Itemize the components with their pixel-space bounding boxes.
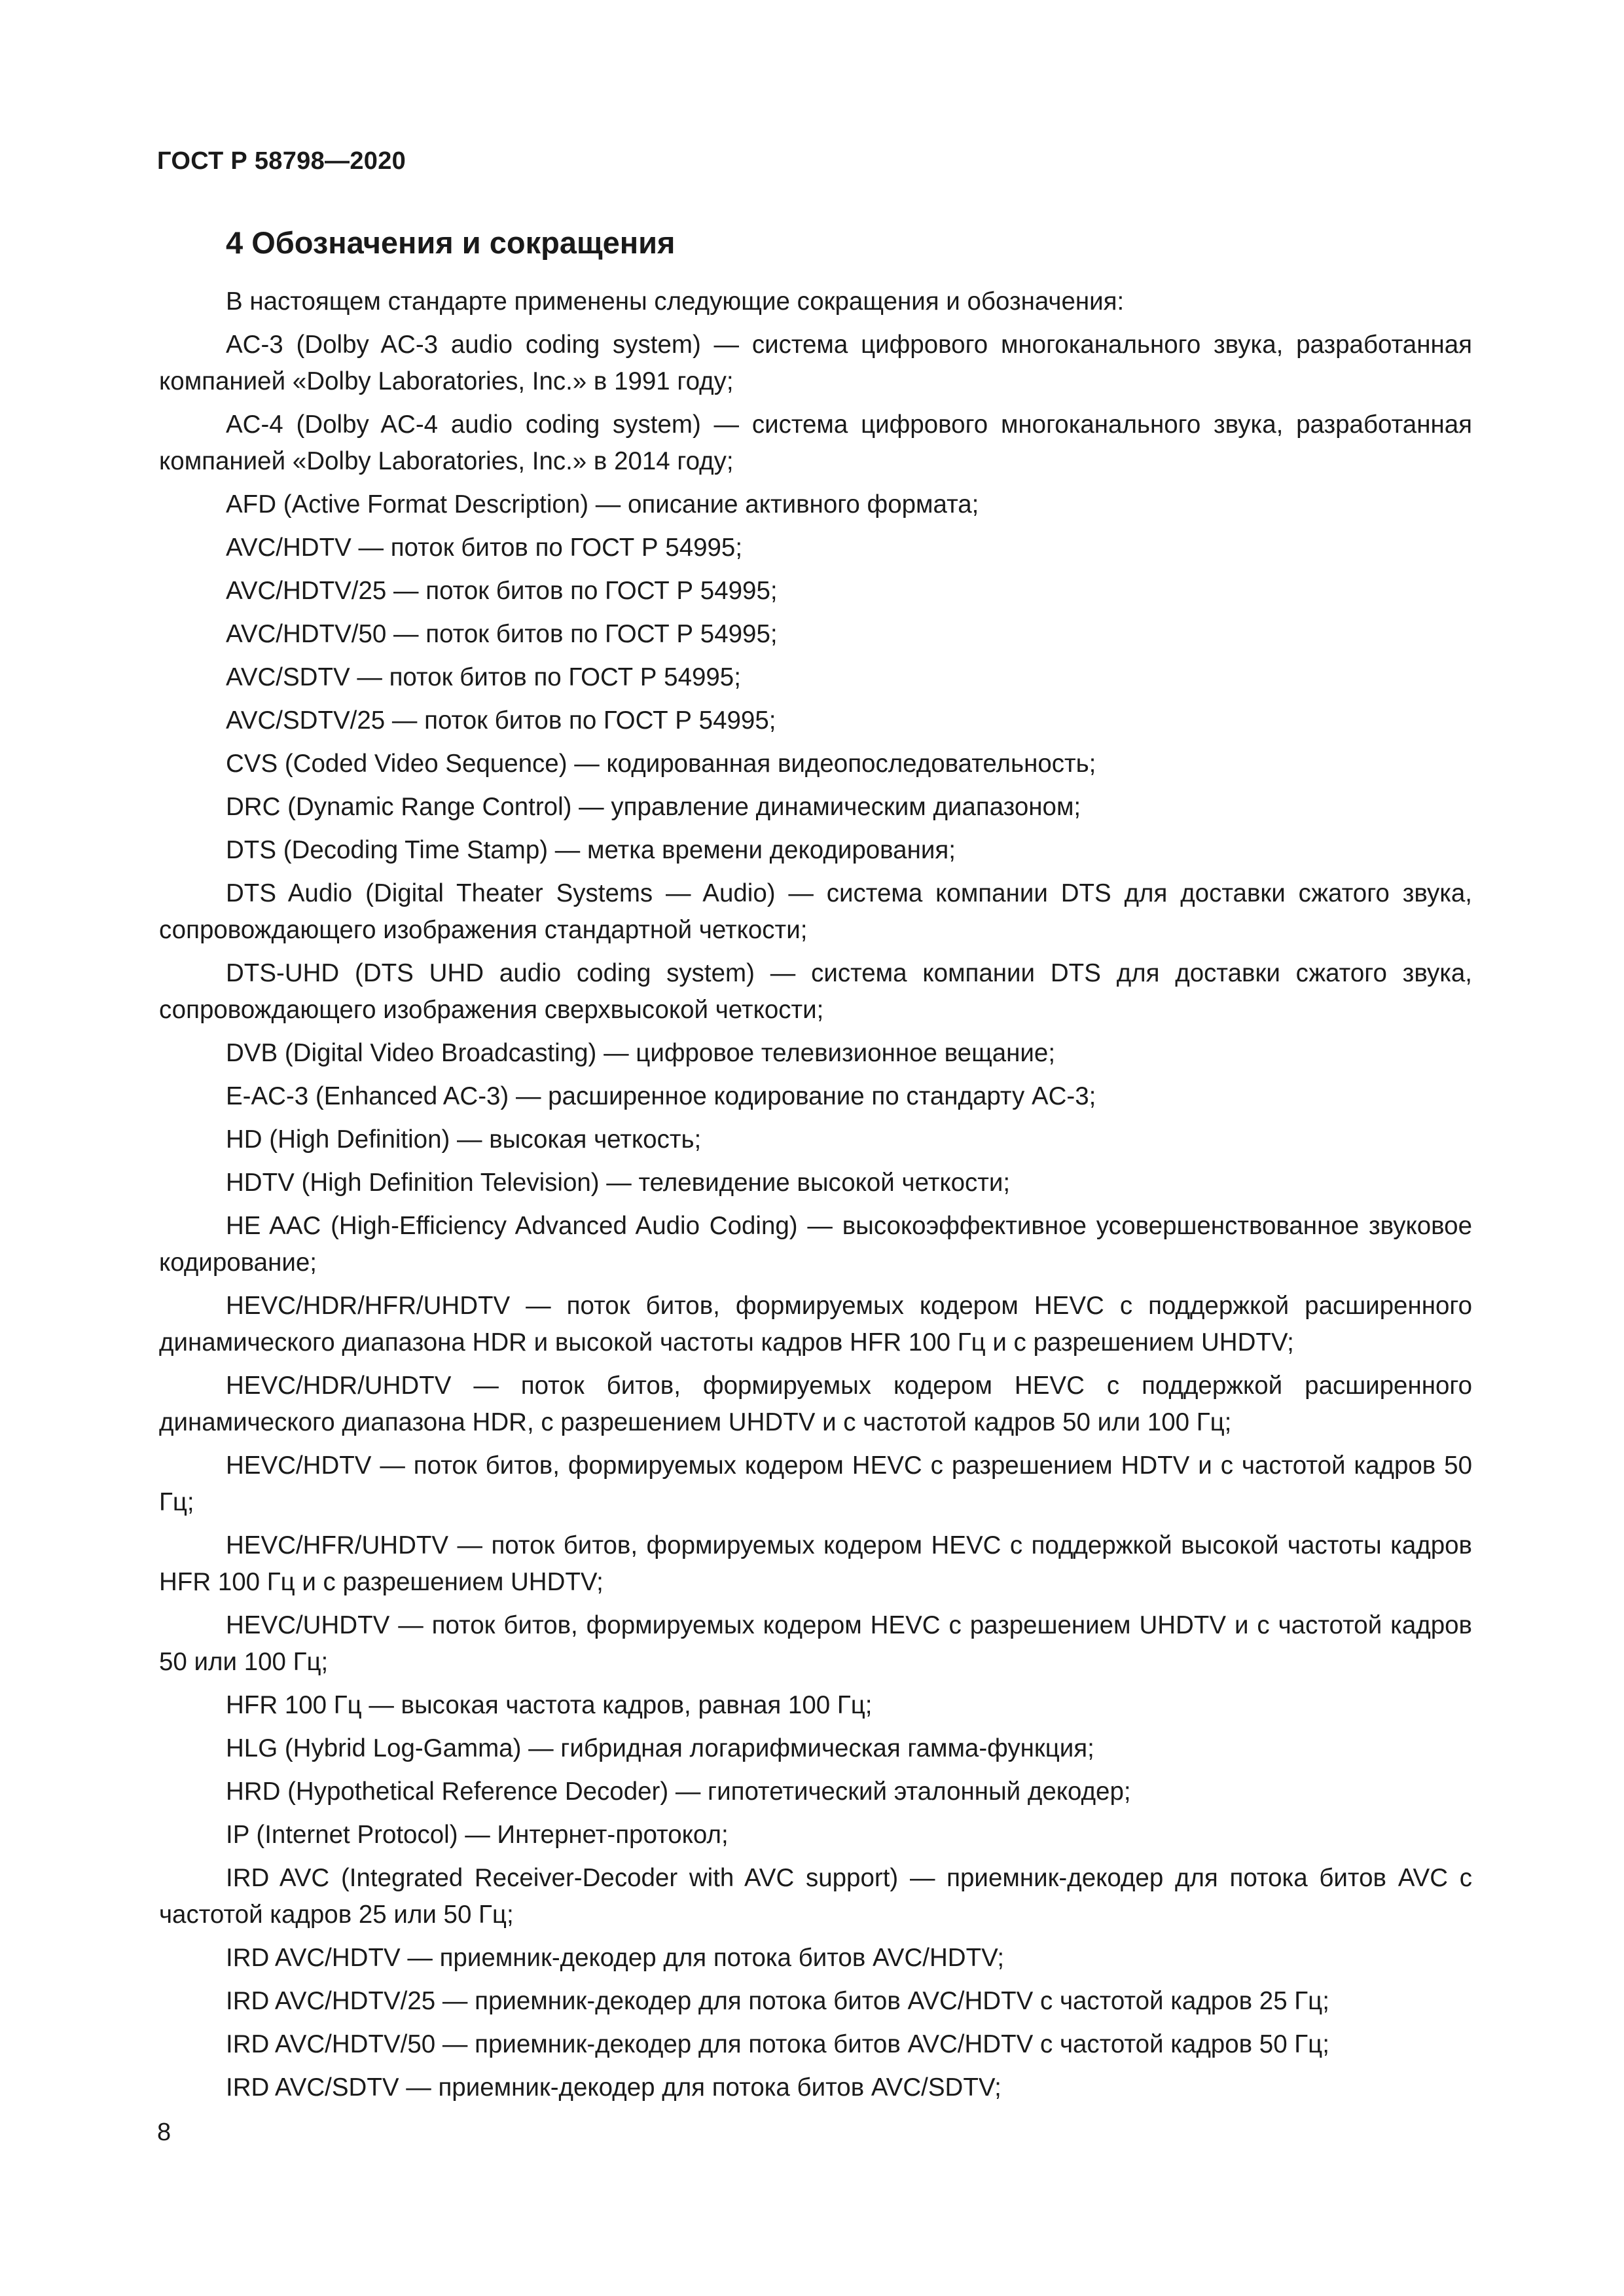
abbreviation-entry: DVB (Digital Video Broadcasting) — цифровое телевизионное вещание; bbox=[226, 1039, 1056, 1067]
abbreviation-entry: HEVC/HFR/UHDTV — поток битов, формируемых кодером HEVC с поддержкой высокой частоты кадров HFR 100 Гц и с разрешением UHDTV; bbox=[159, 1531, 1472, 1596]
abbreviation-entry: HEVC/HDTV — поток битов, формируемых кодером HEVC с разрешением HDTV и с частотой кадров 50 Гц; bbox=[159, 1451, 1472, 1516]
abbreviation-entry: AVC/HDTV/25 — поток битов по ГОСТ Р 54995; bbox=[226, 577, 778, 605]
abbreviation-entry: DTS-UHD (DTS UHD audio coding system) — система компании DTS для доставки сжатого звука, сопровождающего изображения сверхвысокой четкости; bbox=[159, 959, 1472, 1024]
abbreviation-entry: AFD (Active Format Description) — описание активного формата; bbox=[226, 490, 979, 519]
section-title: 4 Обозначения и сокращения bbox=[226, 225, 676, 260]
abbreviation-entry: IP (Internet Protocol) — Интернет-протокол; bbox=[226, 1821, 729, 1849]
abbreviation-entry: AC-4 (Dolby AC-4 audio coding system) — система цифрового многоканального звука, разработанная компанией «Dolby Laboratories, Inc.» в 2014 году; bbox=[159, 410, 1472, 475]
abbreviation-entry: IRD AVC (Integrated Receiver-Decoder with AVC support) — приемник-декодер для потока битов AVC с частотой кадров 25 или 50 Гц; bbox=[159, 1864, 1472, 1929]
abbreviation-entry: HEVC/HDR/UHDTV — поток битов, формируемых кодером HEVC с поддержкой расширенного динамического диапазона HDR, с разрешением UHDTV и с частотой кадров 50 или 100 Гц; bbox=[159, 1372, 1472, 1436]
abbreviation-entry: AVC/HDTV — поток битов по ГОСТ Р 54995; bbox=[226, 534, 743, 562]
abbreviation-entry: CVS (Coded Video Sequence) — кодированная видеопоследовательность; bbox=[226, 750, 1096, 778]
page-number: 8 bbox=[157, 2119, 171, 2146]
document-code-header: ГОСТ Р 58798—2020 bbox=[157, 147, 406, 175]
abbreviation-entry: IRD AVC/HDTV/25 — приемник-декодер для потока битов AVC/HDTV с частотой кадров 25 Гц; bbox=[226, 1987, 1329, 2015]
abbreviation-entry: HE AAC (High-Efficiency Advanced Audio Coding) — высокоэффективное усовершенствованное звуковое кодирование; bbox=[159, 1212, 1472, 1277]
abbreviations-list bbox=[159, 283, 1472, 2113]
intro-paragraph: В настоящем стандарте применены следующие сокращения и обозначения: bbox=[226, 287, 1125, 316]
abbreviation-entry: E-AC-3 (Enhanced AC-3) — расширенное кодирование по стандарту AC-3; bbox=[226, 1082, 1096, 1110]
abbreviation-entry: AVC/SDTV — поток битов по ГОСТ Р 54995; bbox=[226, 663, 741, 691]
abbreviation-entry: AC-3 (Dolby AC-3 audio coding system) — система цифрового многоканального звука, разработанная компанией «Dolby Laboratories, Inc.» в 1991 году; bbox=[159, 331, 1472, 395]
abbreviation-entry: AVC/SDTV/25 — поток битов по ГОСТ Р 54995; bbox=[226, 706, 776, 735]
abbreviation-entry: DTS (Decoding Time Stamp) — метка времени декодирования; bbox=[226, 836, 956, 864]
abbreviation-entry: AVC/HDTV/50 — поток битов по ГОСТ Р 54995; bbox=[226, 620, 778, 648]
abbreviation-entry: IRD AVC/HDTV — приемник-декодер для потока битов AVC/HDTV; bbox=[226, 1944, 1005, 1972]
abbreviation-entry: HEVC/HDR/HFR/UHDTV — поток битов, формируемых кодером HEVC с поддержкой расширенного динамического диапазона HDR и высокой частоты кадров HFR 100 Гц и с разрешением UHDTV; bbox=[159, 1292, 1472, 1357]
abbreviation-entry: IRD AVC/SDTV — приемник-декодер для потока битов AVC/SDTV; bbox=[226, 2073, 1001, 2102]
abbreviation-entry: DTS Audio (Digital Theater Systems — Audio) — система компании DTS для доставки сжатого звука, сопровождающего изображения стандартной четкости; bbox=[159, 879, 1472, 944]
abbreviation-entry: HLG (Hybrid Log-Gamma) — гибридная логарифмическая гамма-функция; bbox=[226, 1734, 1094, 1762]
abbreviation-entry: HEVC/UHDTV — поток битов, формируемых кодером HEVC с разрешением UHDTV и с частотой кадров 50 или 100 Гц; bbox=[159, 1611, 1472, 1676]
abbreviation-entry: IRD AVC/HDTV/50 — приемник-декодер для потока битов AVC/HDTV с частотой кадров 50 Гц; bbox=[226, 2030, 1329, 2058]
abbreviation-entry: DRC (Dynamic Range Control) — управление динамическим диапазоном; bbox=[226, 793, 1081, 821]
abbreviation-entry: HDTV (High Definition Television) — телевидение высокой четкости; bbox=[226, 1169, 1011, 1197]
abbreviation-entry: HFR 100 Гц — высокая частота кадров, равная 100 Гц; bbox=[226, 1691, 873, 1719]
abbreviation-entry: HRD (Hypothetical Reference Decoder) — гипотетический эталонный декодер; bbox=[226, 1777, 1131, 1806]
abbreviation-entry: HD (High Definition) — высокая четкость; bbox=[226, 1125, 702, 1154]
